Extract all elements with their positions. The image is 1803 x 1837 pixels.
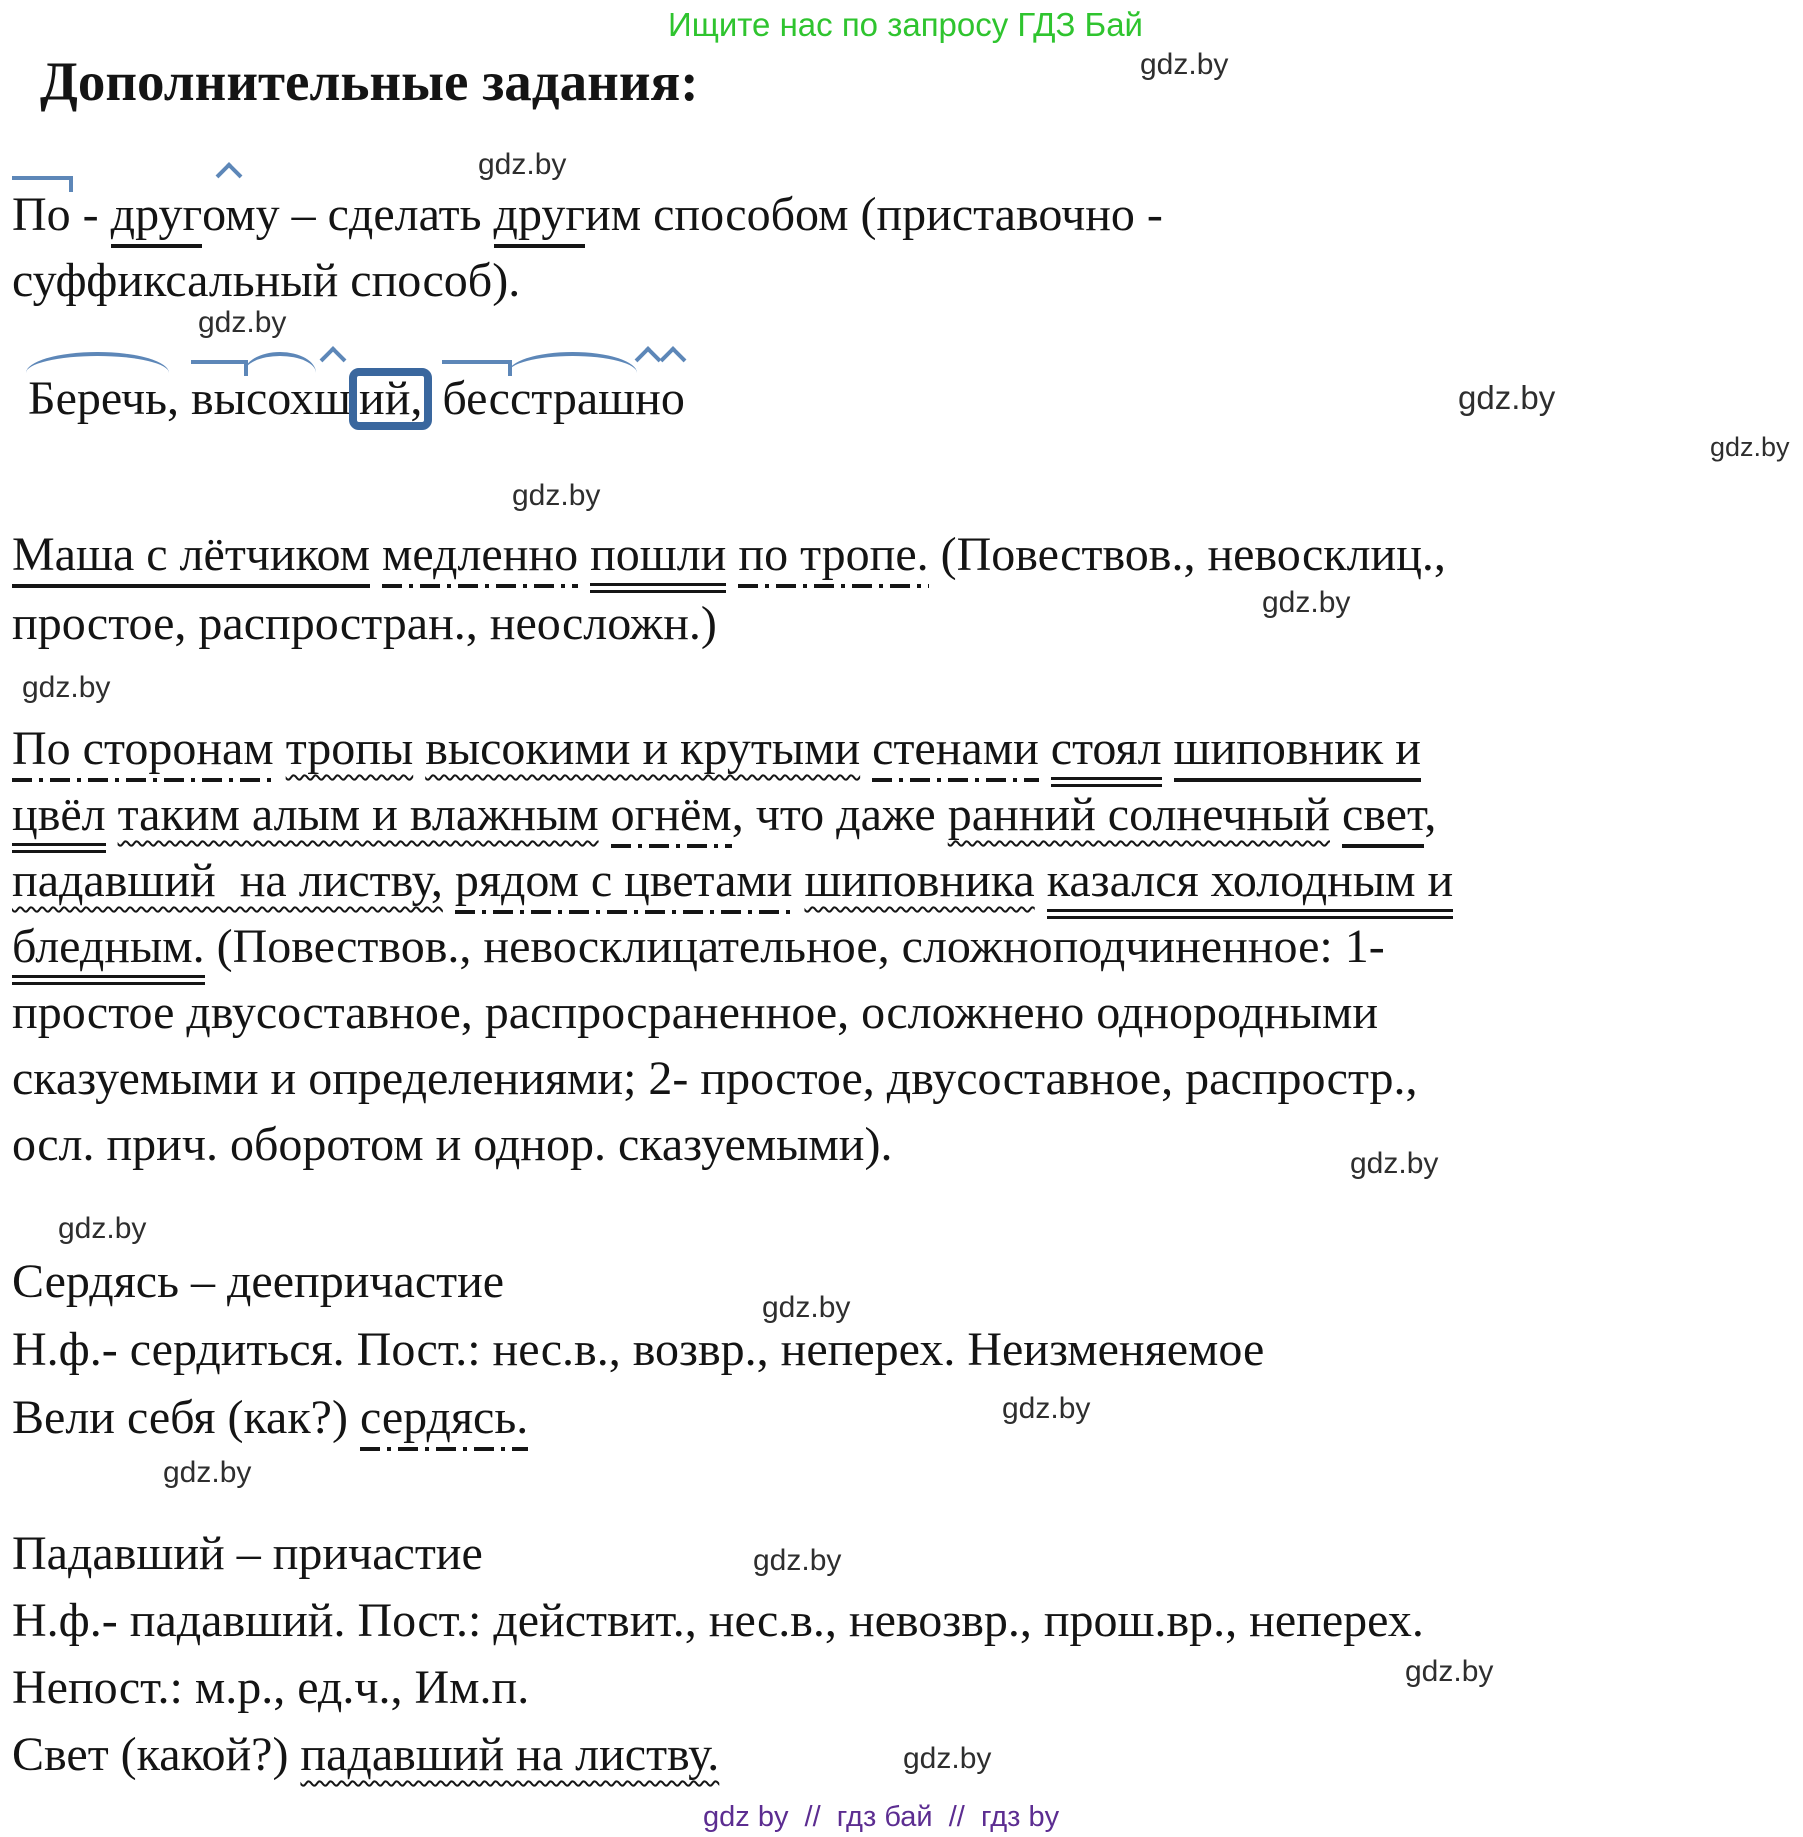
gdz-watermark: gdz.by (1458, 379, 1556, 416)
plain-text: им способом (приставочно - (585, 188, 1163, 241)
wavy-underlined-text: тропы (285, 722, 414, 775)
dashdot-underlined-text: рядом с цветами (455, 854, 793, 914)
plain-text: у (255, 188, 280, 241)
double-underlined-text: стоял (1051, 722, 1162, 787)
plain-text: Н.ф.- падавший. Пост.: действит., нес.в., невозвр., прош.вр., неперех. (12, 1594, 1424, 1647)
wavy-underlined-text: падавший на листву, (12, 854, 443, 907)
plain-text (1035, 854, 1047, 907)
morpheme-analysis-line (28, 358, 685, 440)
text-line (12, 1316, 1264, 1384)
page-title: Дополнительные задания: (40, 51, 699, 112)
root-morpheme-mark: сох (245, 372, 315, 425)
caret-morpheme-mark: н (635, 372, 661, 425)
plain-text: , (1424, 788, 1437, 841)
root-morpheme-mark: страш (509, 372, 636, 425)
plain-text (443, 854, 455, 907)
text-line (12, 589, 1446, 658)
plain-text (413, 722, 425, 775)
plain-text (578, 528, 590, 581)
text-line (12, 848, 1453, 914)
plain-text (1039, 722, 1051, 775)
text-line (12, 1046, 1453, 1112)
gdz-watermark: gdz.by (1140, 48, 1229, 81)
plain-text: , что даже (731, 788, 948, 841)
dashdot-underlined-text: сердясь. (360, 1391, 528, 1451)
plain-text: Свет (какой?) (12, 1728, 301, 1781)
plain-text (726, 528, 738, 581)
plain-text (430, 372, 442, 425)
plain-text: - (70, 188, 111, 241)
promo-banner-text: Ищите нас по запросу ГДЗ Бай (668, 6, 1143, 43)
dashdot-underlined-text: стенами (872, 722, 1039, 782)
plain-text (370, 528, 382, 581)
text-line (28, 358, 685, 440)
plain-text: Сердясь – деепричастие (12, 1255, 505, 1308)
plain-text: – сделать (279, 188, 494, 241)
solid-underlined-text: друг (494, 188, 585, 248)
plain-text: (Повествов., невосклицательное, сложноподчиненное: 1- (204, 920, 1385, 973)
prefix-morpheme-mark: вы (191, 372, 246, 425)
sentence-analysis-complex (12, 716, 1453, 1178)
plain-text (792, 854, 804, 907)
gdz-watermark: gdz.by (478, 148, 567, 181)
gdz-watermark: gdz.by (1350, 1147, 1439, 1180)
plain-text: , (167, 372, 192, 425)
dashdot-underlined-text: По сторонам (12, 722, 274, 782)
plain-text: сказуемыми и определениями; 2- простое, двусоставное, распростр., (12, 1052, 1418, 1105)
wavy-underlined-text: таким алым и влажным (117, 788, 599, 841)
gdz-watermark: gdz.by (1710, 432, 1790, 462)
dashdot-underlined-text: огнём (611, 788, 732, 848)
text-line (12, 1587, 1424, 1654)
gdz-watermark: gdz.by (1002, 1392, 1091, 1425)
gdz-watermark: gdz.by (58, 1212, 147, 1245)
gdz-watermark: gdz.by (753, 1544, 842, 1577)
plain-text (274, 722, 286, 775)
plain-text (1330, 788, 1342, 841)
plain-text: Непост.: м.р., ед.ч., Им.п. (12, 1661, 530, 1714)
double-underlined-text: пошли (590, 528, 726, 593)
dashdot-underlined-text: по тропе. (738, 528, 928, 588)
gdz-watermark: gdz.by (512, 479, 601, 512)
root-morpheme-mark: Беречь (28, 372, 168, 425)
solid-underlined-text: свет (1342, 788, 1424, 848)
plain-text: простое двусоставное, распросраненное, осложнено однородными (12, 986, 1379, 1039)
text-line (12, 1520, 1424, 1587)
caret-morpheme-mark: ш (314, 372, 352, 425)
prefix-morpheme-mark: По (12, 188, 71, 241)
wavy-underlined-text: шиповника (804, 854, 1035, 907)
solid-underlined-text: друг (111, 188, 202, 248)
prefix-morpheme-mark: бес (442, 372, 510, 425)
wavy-underlined-text: падавший на листву. (300, 1728, 720, 1781)
gdz-watermark: gdz.by (903, 1742, 992, 1775)
plain-text: (Повествов., невосклиц., (928, 528, 1446, 581)
plain-text (1162, 722, 1174, 775)
double-underlined-text: цвёл (12, 788, 106, 853)
wavy-underlined-text: ранний солнечный (947, 788, 1330, 841)
caret-morpheme-mark: ом (202, 188, 256, 241)
solid-underlined-text: шиповник и (1174, 722, 1421, 782)
gdz-watermark: gdz.by (22, 671, 111, 704)
double-underlined-text: казался холодным и (1047, 854, 1453, 919)
plain-text: Н.ф.- сердиться. Пост.: нес.в., возвр., неперех. Неизменяемое (12, 1323, 1265, 1376)
plain-text: простое, распростран., неосложн.) (12, 597, 717, 650)
text-line (12, 1248, 1264, 1316)
text-line (12, 782, 1453, 848)
box-morpheme-mark: ий, (349, 368, 432, 430)
plain-text: осл. прич. оборотом и однор. сказуемыми). (12, 1118, 893, 1171)
text-line (12, 914, 1453, 980)
sentence-analysis-simple (12, 520, 1446, 658)
plain-text: Падавший – причастие (12, 1527, 483, 1580)
plain-text (860, 722, 872, 775)
text-line (12, 1112, 1453, 1178)
text-line (12, 1721, 1424, 1788)
double-underlined-text: бледным. (12, 920, 205, 985)
text-line (12, 1654, 1424, 1721)
text-line (12, 980, 1453, 1046)
participle-analysis (12, 1520, 1424, 1788)
plain-text (106, 788, 118, 841)
plain-text: суффиксальный способ). (12, 254, 521, 307)
plain-text (599, 788, 611, 841)
gdz-watermark: gdz.by (1262, 586, 1351, 619)
gdz-watermark: gdz.by (198, 306, 287, 339)
word-formation-analysis (12, 182, 1163, 314)
gdz-watermark: gdz.by (1405, 1655, 1494, 1688)
wavy-underlined-text: высокими и крутыми (425, 722, 861, 775)
text-line (12, 248, 1163, 314)
text-line (12, 182, 1163, 248)
dashdot-underlined-text: медленно (382, 528, 578, 588)
caret-morpheme-mark: о (660, 372, 685, 425)
solid-underlined-text: Маша с лётчиком (12, 528, 370, 588)
text-line (12, 520, 1446, 589)
plain-text: Вели себя (как?) (12, 1391, 360, 1444)
gdz-watermark: gdz.by (163, 1456, 252, 1489)
text-line (12, 716, 1453, 782)
footer-links: gdz by // гдз бай // гдз by (703, 1801, 1060, 1833)
gdz-watermark: gdz.by (762, 1291, 851, 1324)
